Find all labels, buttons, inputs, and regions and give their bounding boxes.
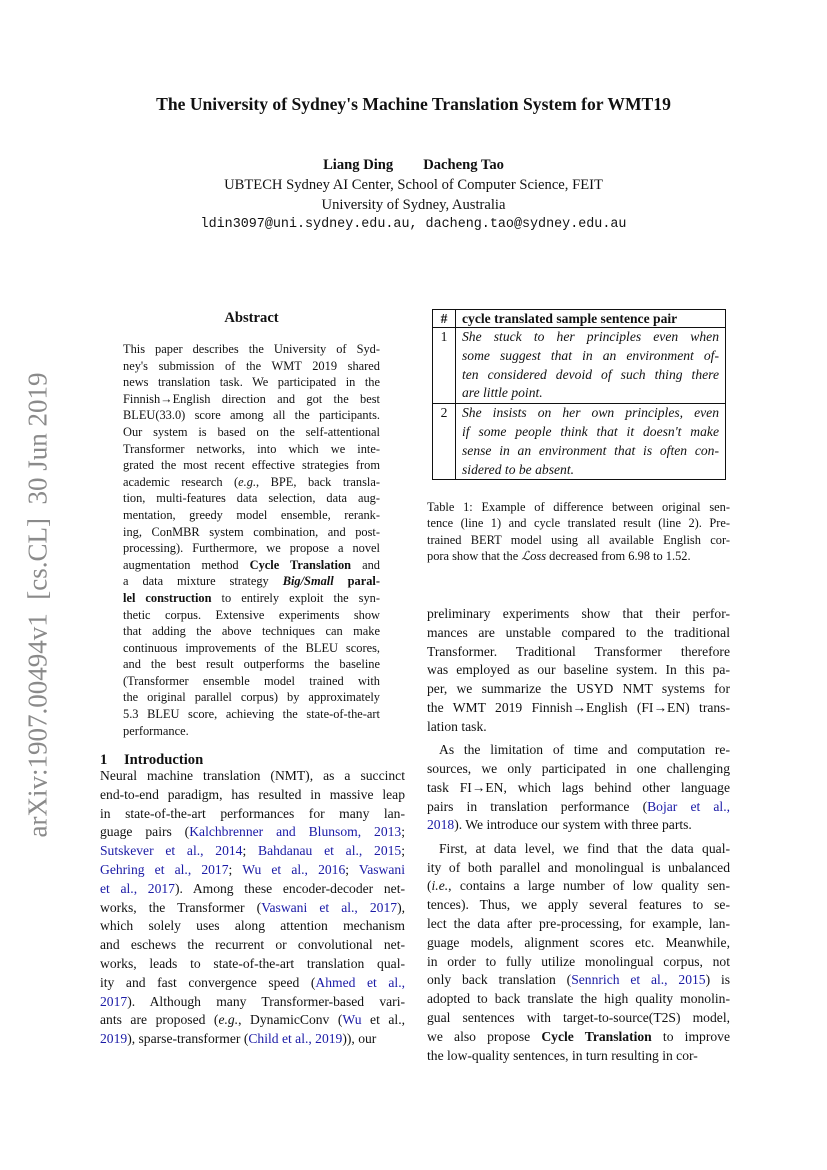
text-line (427, 699, 730, 718)
text-line (427, 532, 730, 548)
text-line (427, 840, 730, 859)
text-segment: thetic corpus. Extensive experiments show (123, 607, 380, 622)
citation-link[interactable]: Sutskever et al., 2014 (100, 843, 243, 859)
text-line: if some people think that it doesn't make (462, 423, 719, 439)
text-segment: continuous improvements of the BLEU scores, (123, 640, 380, 655)
text-segment: the WMT 2019 Finnish→English (FI→EN) trans- (427, 699, 730, 715)
text-segment: tence (line 1) and cycle translated result (line 2). Pre- (427, 516, 730, 531)
text-line (427, 953, 730, 972)
text-line: ten considered devoid of such thing there (462, 366, 719, 382)
text-line (427, 1009, 730, 1028)
citation-link[interactable]: Sennrich et al., 2015 (571, 972, 706, 988)
paragraph (100, 767, 405, 1049)
table-cell-sentence (456, 328, 726, 404)
table-header-row (433, 310, 726, 328)
text-line (100, 899, 405, 918)
citation-link[interactable]: Bahdanau et al., 2015 (258, 843, 402, 859)
text-line (123, 689, 380, 706)
paragraph (427, 499, 730, 564)
text-line (123, 706, 380, 723)
emphasized-text: ℒoss (521, 548, 547, 563)
text-segment: the original parallel corpus) by approximately (123, 690, 380, 705)
table-header-number: # (433, 310, 456, 328)
paper-title: The University of Sydney's Machine Translation System for WMT19 (156, 94, 671, 114)
citation-link[interactable]: 2017 (100, 993, 128, 1009)
text-segment: ). We introduce our system with three parts. (454, 817, 692, 833)
text-segment: ity and fast convergence speed ( (100, 974, 316, 990)
text-segment: mentation, greedy model ensemble, rerank- (123, 507, 380, 522)
text-segment: we also propose (427, 1028, 542, 1044)
citation-link[interactable]: et al., 2017 (100, 880, 175, 896)
text-segment: the low-quality sentences, in turn resulting in cor- (427, 1047, 698, 1063)
text-segment: lation task. (427, 718, 487, 734)
text-segment: and (351, 557, 380, 572)
arxiv-identifier-stamp: arXiv:1907.00494v1 [cs.CL] 30 Jun 2019 (22, 372, 53, 838)
text-segment: tion, multi-features data selection, data aug- (123, 491, 380, 506)
text-segment: ). Although many Transformer-based vari- (127, 993, 405, 1009)
text-line: She insists on her own principles, even (462, 405, 719, 421)
text-line (427, 798, 730, 817)
text-segment: processing). Furthermore, we propose a novel (123, 541, 380, 556)
text-line (427, 718, 730, 737)
text-segment: decreased from 6.98 to 1.52. (546, 548, 691, 563)
table-cell-number: 2 (433, 404, 456, 480)
text-line (123, 723, 380, 740)
text-segment: task FI→EN, which lags behind other language (427, 779, 730, 795)
affiliation: UBTECH Sydney AI Center, School of Computer Science, FEIT (224, 177, 603, 193)
text-line (427, 760, 730, 779)
text-segment: was employed as our baseline system. In this pa- (427, 662, 730, 678)
text-segment: ). Among these encoder-decoder net- (174, 880, 405, 896)
text-line (100, 993, 405, 1012)
text-line (100, 955, 405, 974)
text-segment: Finnish→English direction and got the best (123, 391, 380, 406)
text-segment: This paper describes the University of Syd- (123, 342, 380, 356)
text-segment: which solely uses along attention mechanism (100, 918, 405, 934)
paragraph (123, 341, 380, 739)
emphasized-text: Cycle Translation (249, 557, 352, 572)
emphasized-text: Big/Small (282, 574, 334, 589)
text-line (123, 374, 380, 391)
text-segment: Our system is based on the self-attentional (123, 424, 380, 439)
text-segment: a data mixture strategy (123, 574, 283, 589)
text-segment: augmentation method (123, 557, 250, 572)
text-segment: First, at data level, we find that the data qual- (439, 840, 730, 856)
text-segment: and eschews the recurrent or convolutional net- (100, 937, 405, 953)
author-name: Liang Ding (323, 157, 394, 173)
text-segment: , DynamicConv ( (238, 1012, 343, 1028)
table-cell-sentence (456, 404, 726, 480)
citation-link[interactable]: Vaswani (358, 861, 405, 877)
table-1-caption (427, 499, 730, 564)
table-row (433, 328, 726, 404)
emphasized-text: e.g. (218, 1012, 239, 1028)
text-line (100, 1030, 405, 1049)
text-line (123, 573, 380, 590)
text-segment: ing, ConMBR system combination, and post- (123, 524, 380, 539)
text-line (123, 507, 380, 524)
text-line (123, 656, 380, 673)
citation-link[interactable]: Bojar et al., (647, 798, 730, 814)
text-segment: ; (345, 861, 359, 877)
text-segment: ), (397, 899, 405, 915)
text-line (123, 358, 380, 375)
table-1 (432, 309, 726, 480)
text-line (100, 880, 405, 899)
text-line (427, 499, 730, 515)
text-line (100, 936, 405, 955)
section-number: 1 (100, 752, 108, 768)
text-segment: and the best result outperforms the baseline (123, 657, 380, 672)
introduction-body (100, 767, 405, 1049)
affiliation-location: University of Sydney, Australia (321, 197, 506, 213)
text-segment: end-to-end paradigm, has resulted in massive leap (100, 786, 405, 802)
text-line (427, 934, 730, 953)
text-segment: gual sentences with target-to-source(T2S) model, (427, 1009, 730, 1025)
text-line (123, 607, 380, 624)
text-line: She stuck to her principles even when (462, 329, 719, 344)
abstract-body (123, 341, 380, 739)
text-line (100, 823, 405, 842)
citation-link[interactable]: 2019 (100, 1031, 128, 1047)
text-line (100, 1011, 405, 1030)
emphasized-text: e.g. (238, 474, 257, 489)
text-segment: in state-of-the-art performances for many lan- (100, 805, 405, 821)
text-line (427, 680, 730, 699)
text-segment: in order to fully utilize monolingual corpus, not (427, 953, 730, 969)
text-line (123, 540, 380, 557)
text-line (427, 1028, 730, 1047)
author-list (0, 157, 827, 174)
text-segment: news translation task. We participated in the (123, 375, 380, 390)
text-segment: works, leads to state-of-the-art translation qual- (100, 955, 405, 971)
text-line (427, 896, 730, 915)
text-segment: ), sparse-transformer ( (127, 1031, 249, 1047)
text-line (123, 407, 380, 424)
text-segment: , contains a large number of low quality sen- (448, 878, 730, 894)
text-segment: ( (427, 878, 432, 894)
citation-link[interactable]: Vaswani et al., 2017 (261, 899, 398, 915)
paragraph (427, 840, 730, 1066)
text-line (427, 1047, 730, 1066)
text-segment: per, we summarize the USYD NMT systems for (427, 681, 730, 697)
text-line (123, 490, 380, 507)
text-segment: )), our (342, 1031, 377, 1047)
text-segment: Neural machine translation (NMT), as a succinct (100, 768, 405, 783)
text-line (123, 673, 380, 690)
text-segment: Transformer networks, into which we inte- (123, 441, 380, 456)
section-title: Introduction (124, 752, 204, 768)
text-segment: to entirely exploit the syn- (211, 590, 381, 605)
text-line (427, 605, 730, 624)
text-line (427, 971, 730, 990)
text-line (100, 842, 405, 861)
text-line (100, 917, 405, 936)
text-segment: (Transformer ensemble model trained with (123, 673, 380, 688)
text-segment: , BPE, back transla- (256, 474, 380, 489)
text-line (123, 441, 380, 458)
text-line: some suggest that in an environment of- (462, 347, 719, 363)
text-line (123, 557, 380, 574)
text-line (123, 623, 380, 640)
text-line (100, 767, 405, 786)
text-segment: academic research ( (123, 474, 239, 489)
text-segment: pora show that the (427, 548, 522, 563)
text-segment: performance. (123, 723, 189, 738)
citation-link[interactable]: Wu (342, 1012, 362, 1028)
text-segment: BLEU(33.0) score among all the participants. (123, 408, 380, 423)
text-line (100, 805, 405, 824)
text-line: sidered to be absent. (462, 461, 575, 477)
text-segment: to improve (651, 1028, 730, 1044)
text-line (100, 974, 405, 993)
text-line (123, 474, 380, 491)
text-line (427, 816, 730, 835)
text-segment: guage pairs ( (100, 824, 190, 840)
text-line: are little point. (462, 385, 543, 401)
text-segment: ; (401, 824, 405, 840)
emphasized-text: paral- (347, 574, 380, 589)
introduction-body-continued (427, 605, 730, 1065)
text-line (427, 859, 730, 878)
text-line (427, 661, 730, 680)
text-segment: tences). Thus, we apply several features to se- (427, 897, 730, 913)
author-emails: ldin3097@uni.sydney.edu.au, dacheng.tao@sydney.edu.au (200, 217, 627, 232)
citation-link[interactable]: Child et al., 2019 (248, 1031, 343, 1047)
text-line (427, 877, 730, 896)
citation-link[interactable]: Gehring et al., 2017 (100, 861, 229, 877)
text-segment: ants are proposed ( (100, 1012, 219, 1028)
text-line (427, 624, 730, 643)
text-line (123, 640, 380, 657)
text-segment: ; (242, 843, 258, 859)
text-segment: grated the most recent effective strategies from (123, 458, 380, 473)
text-segment: et al., (361, 1012, 405, 1028)
text-line (427, 741, 730, 760)
author-name: Dacheng Tao (423, 157, 504, 173)
text-segment: ity of both parallel and monolingual is unbalanced (427, 859, 730, 875)
text-segment: Transformer. Traditional Transformer therefore (427, 643, 730, 659)
text-line (123, 391, 380, 408)
text-segment: pairs in translation performance ( (427, 798, 648, 814)
paragraph (427, 741, 730, 835)
text-segment: Table 1: Example of difference between original sen- (427, 500, 730, 514)
text-segment: 5.3 BLEU score, achieving the state-of-the-art (123, 707, 380, 722)
citation-link[interactable]: 2018 (427, 817, 455, 833)
text-line (100, 861, 405, 880)
text-segment: ney's submission of the WMT 2019 shared (123, 358, 380, 373)
text-segment: adopted to back translate the high quality monolin- (427, 991, 730, 1007)
text-segment: mances are unstable compared to the traditional (427, 624, 730, 640)
text-line: sense in an environment that is often con- (462, 442, 719, 458)
text-line (427, 915, 730, 934)
emphasized-text: Cycle Translation (541, 1028, 652, 1044)
text-segment: trained BERT model using all available English cor- (427, 532, 730, 547)
table-cell-number: 1 (433, 328, 456, 404)
text-segment: preliminary experiments show that their perfor- (427, 606, 730, 621)
table-header-sentence: cycle translated sample sentence pair (456, 310, 726, 328)
text-segment: works, the Transformer ( (100, 899, 262, 915)
text-segment: ; (401, 843, 405, 859)
text-line (123, 524, 380, 541)
text-line (123, 341, 380, 358)
text-segment: guage models, alignment scores etc. Meanwhile, (427, 934, 730, 950)
text-segment: sources, we only participated in one challenging (427, 760, 730, 776)
text-segment: As the limitation of time and computation re- (439, 742, 730, 758)
emphasized-text: lel construction (123, 590, 212, 605)
text-segment: ) is (705, 972, 731, 988)
citation-link[interactable]: Ahmed et al., (315, 974, 405, 990)
text-line (427, 990, 730, 1009)
text-line (123, 590, 380, 607)
table-row (433, 404, 726, 480)
text-line (427, 643, 730, 662)
citation-link[interactable]: Kalchbrenner and Blunsom, 2013 (189, 824, 402, 840)
abstract-heading: Abstract (224, 310, 279, 326)
text-segment: only back translation ( (427, 972, 572, 988)
text-segment: lect the data after pre-processing, for example, lan- (427, 915, 730, 931)
text-line (100, 786, 405, 805)
paragraph (427, 605, 730, 737)
text-line (427, 779, 730, 798)
text-line (427, 548, 730, 564)
text-segment: ; (228, 861, 243, 877)
text-line (123, 424, 380, 441)
citation-link[interactable]: Wu et al., 2016 (242, 861, 346, 877)
text-segment: that adding the above techniques can make (123, 624, 380, 639)
emphasized-text: i.e. (431, 878, 449, 894)
text-line (123, 457, 380, 474)
text-segment (334, 574, 348, 588)
text-line (427, 515, 730, 531)
